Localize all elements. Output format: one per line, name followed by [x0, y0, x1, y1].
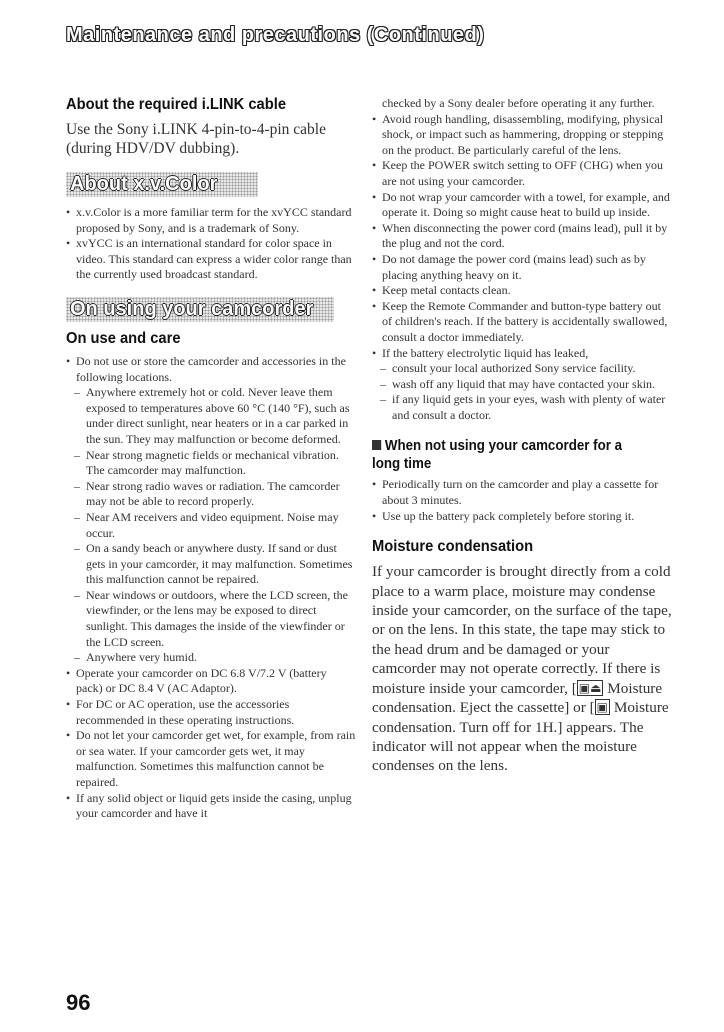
xvcolor-list	[66, 205, 356, 283]
list-item: – On a sandy beach or anywhere dusty. If sand or dust gets in your camcorder, it may malfunction. Sometimes this malfunction cannot be repaired.	[66, 541, 356, 588]
list-item: – wash off any liquid that may have contacted your skin.	[372, 377, 672, 393]
list-item: • Keep the POWER switch setting to OFF (CHG) when you are not using your camcorder.	[372, 158, 672, 189]
page-header-title: Maintenance and precautions (Continued)	[66, 24, 485, 46]
list-item: – Near windows or outdoors, where the LCD screen, the viewfinder, or the lens may be exposed to direct sunlight. This damages the inside of the viewfinder or the LCD screen.	[66, 588, 356, 650]
list-item: – Near strong radio waves or radiation. The camcorder may not be able to record properly.	[66, 479, 356, 510]
right-column	[372, 96, 672, 776]
list-item: – Anywhere extremely hot or cold. Never leave them exposed to temperatures above 60 °C (140 °F), such as under direct sunlight, near heaters or in a car parked in the sun. They may malfunction or become deformed.	[66, 385, 356, 447]
list-item: • Do not let your camcorder get wet, for example, from rain or sea water. If your camcorder gets wet, it may malfunction. Sometimes this malfunction cannot be repaired.	[66, 728, 356, 790]
moisture-icon: ▣	[596, 700, 609, 715]
moisture-text-part: Moisture condensation. Eject the cassette] or [	[372, 679, 663, 717]
list-item-text: If the battery electrolytic liquid has leaked,	[382, 345, 589, 360]
list-item: • Avoid rough handling, disassembling, modifying, physical shock, or impact such as hammering, dropping or stepping on the product. Be particularly careful of the lens.	[372, 112, 672, 159]
list-item: • Do not damage the power cord (mains lead) such as by placing anything heavy on it.	[372, 252, 672, 283]
list-item	[66, 354, 356, 666]
use-care-heading: On use and care	[66, 329, 181, 347]
use-care-list	[66, 354, 356, 822]
list-item: – consult your local authorized Sony service facility.	[372, 361, 672, 377]
moisture-eject-icon: ▣⏏	[578, 680, 602, 695]
continued-text	[372, 96, 672, 112]
care-list	[372, 112, 672, 424]
long-time-heading	[372, 437, 648, 473]
moisture-heading: Moisture condensation	[372, 538, 534, 556]
list-item: – Anywhere very humid.	[66, 650, 356, 666]
moisture-text	[372, 562, 672, 775]
location-list	[66, 385, 356, 666]
leak-list	[372, 361, 672, 423]
ilink-heading: About the required i.LINK cable	[66, 96, 287, 113]
list-item: – Near strong magnetic fields or mechanical vibration. The camcorder may malfunction.	[66, 448, 356, 479]
long-time-heading-text: When not using your camcorder for a long time	[372, 438, 623, 473]
xvcolor-heading: About x.v.Color	[66, 172, 258, 197]
camcorder-heading: On using your camcorder	[66, 297, 334, 322]
list-item: • For DC or AC operation, use the accessories recommended in these operating instructions.	[66, 697, 356, 728]
list-item: • Keep the Remote Commander and button-type battery out of children's reach. If the battery is accidentally swallowed, consult a doctor immediately.	[372, 299, 672, 346]
list-item: • Do not wrap your camcorder with a towel, for example, and operate it. Doing so might cause heat to build up inside.	[372, 190, 672, 221]
list-item: – Near AM receivers and video equipment. Noise may occur.	[66, 510, 356, 541]
page-number: 96	[66, 990, 91, 1015]
list-item: – if any liquid gets in your eyes, wash with plenty of water and consult a doctor.	[372, 392, 672, 423]
list-item: • Use up the battery pack completely before storing it.	[372, 509, 672, 525]
moisture-text-part: If your camcorder is brought directly from a cold place to a warm place, moisture may condense inside your camcorder, on the surface of the tape, or on the lens. In this state, the tape may stick to the head drum and be damaged or your camcorder may not operate correctly. If there is moisture inside your camcorder, [	[372, 563, 672, 697]
square-bullet-icon	[372, 440, 381, 450]
list-item: • Keep metal contacts clean.	[372, 283, 672, 299]
list-item-continued: checked by a Sony dealer before operating it any further.	[382, 96, 655, 110]
list-item-text: Do not use or store the camcorder and accessories in the following locations.	[76, 353, 346, 384]
list-item: • When disconnecting the power cord (mains lead), pull it by the plug and not the cord.	[372, 221, 672, 252]
list-item: • x.v.Color is a more familiar term for the xvYCC standard proposed by Sony, and is a trademark of Sony.	[66, 205, 356, 236]
list-item: • Periodically turn on the camcorder and play a cassette for about 3 minutes.	[372, 477, 672, 508]
list-item: • Operate your camcorder on DC 6.8 V/7.2 V (battery pack) or DC 8.4 V (AC Adaptor).	[66, 666, 356, 697]
list-item: • xvYCC is an international standard for color space in video. This standard can express a wider color range than the currently used broadcast standard.	[66, 236, 356, 283]
list-item: • If any solid object or liquid gets inside the casing, unplug your camcorder and have it	[66, 791, 356, 822]
list-item	[372, 346, 672, 424]
ilink-text: Use the Sony i.LINK 4-pin-to-4-pin cable (during HDV/DV dubbing).	[66, 121, 326, 157]
long-time-list	[372, 477, 672, 524]
left-column	[66, 96, 356, 822]
moisture-text-part: Moisture condensation. Turn off for 1H.] appears. The indicator will not appear when the moisture condenses on the lens.	[372, 699, 669, 775]
